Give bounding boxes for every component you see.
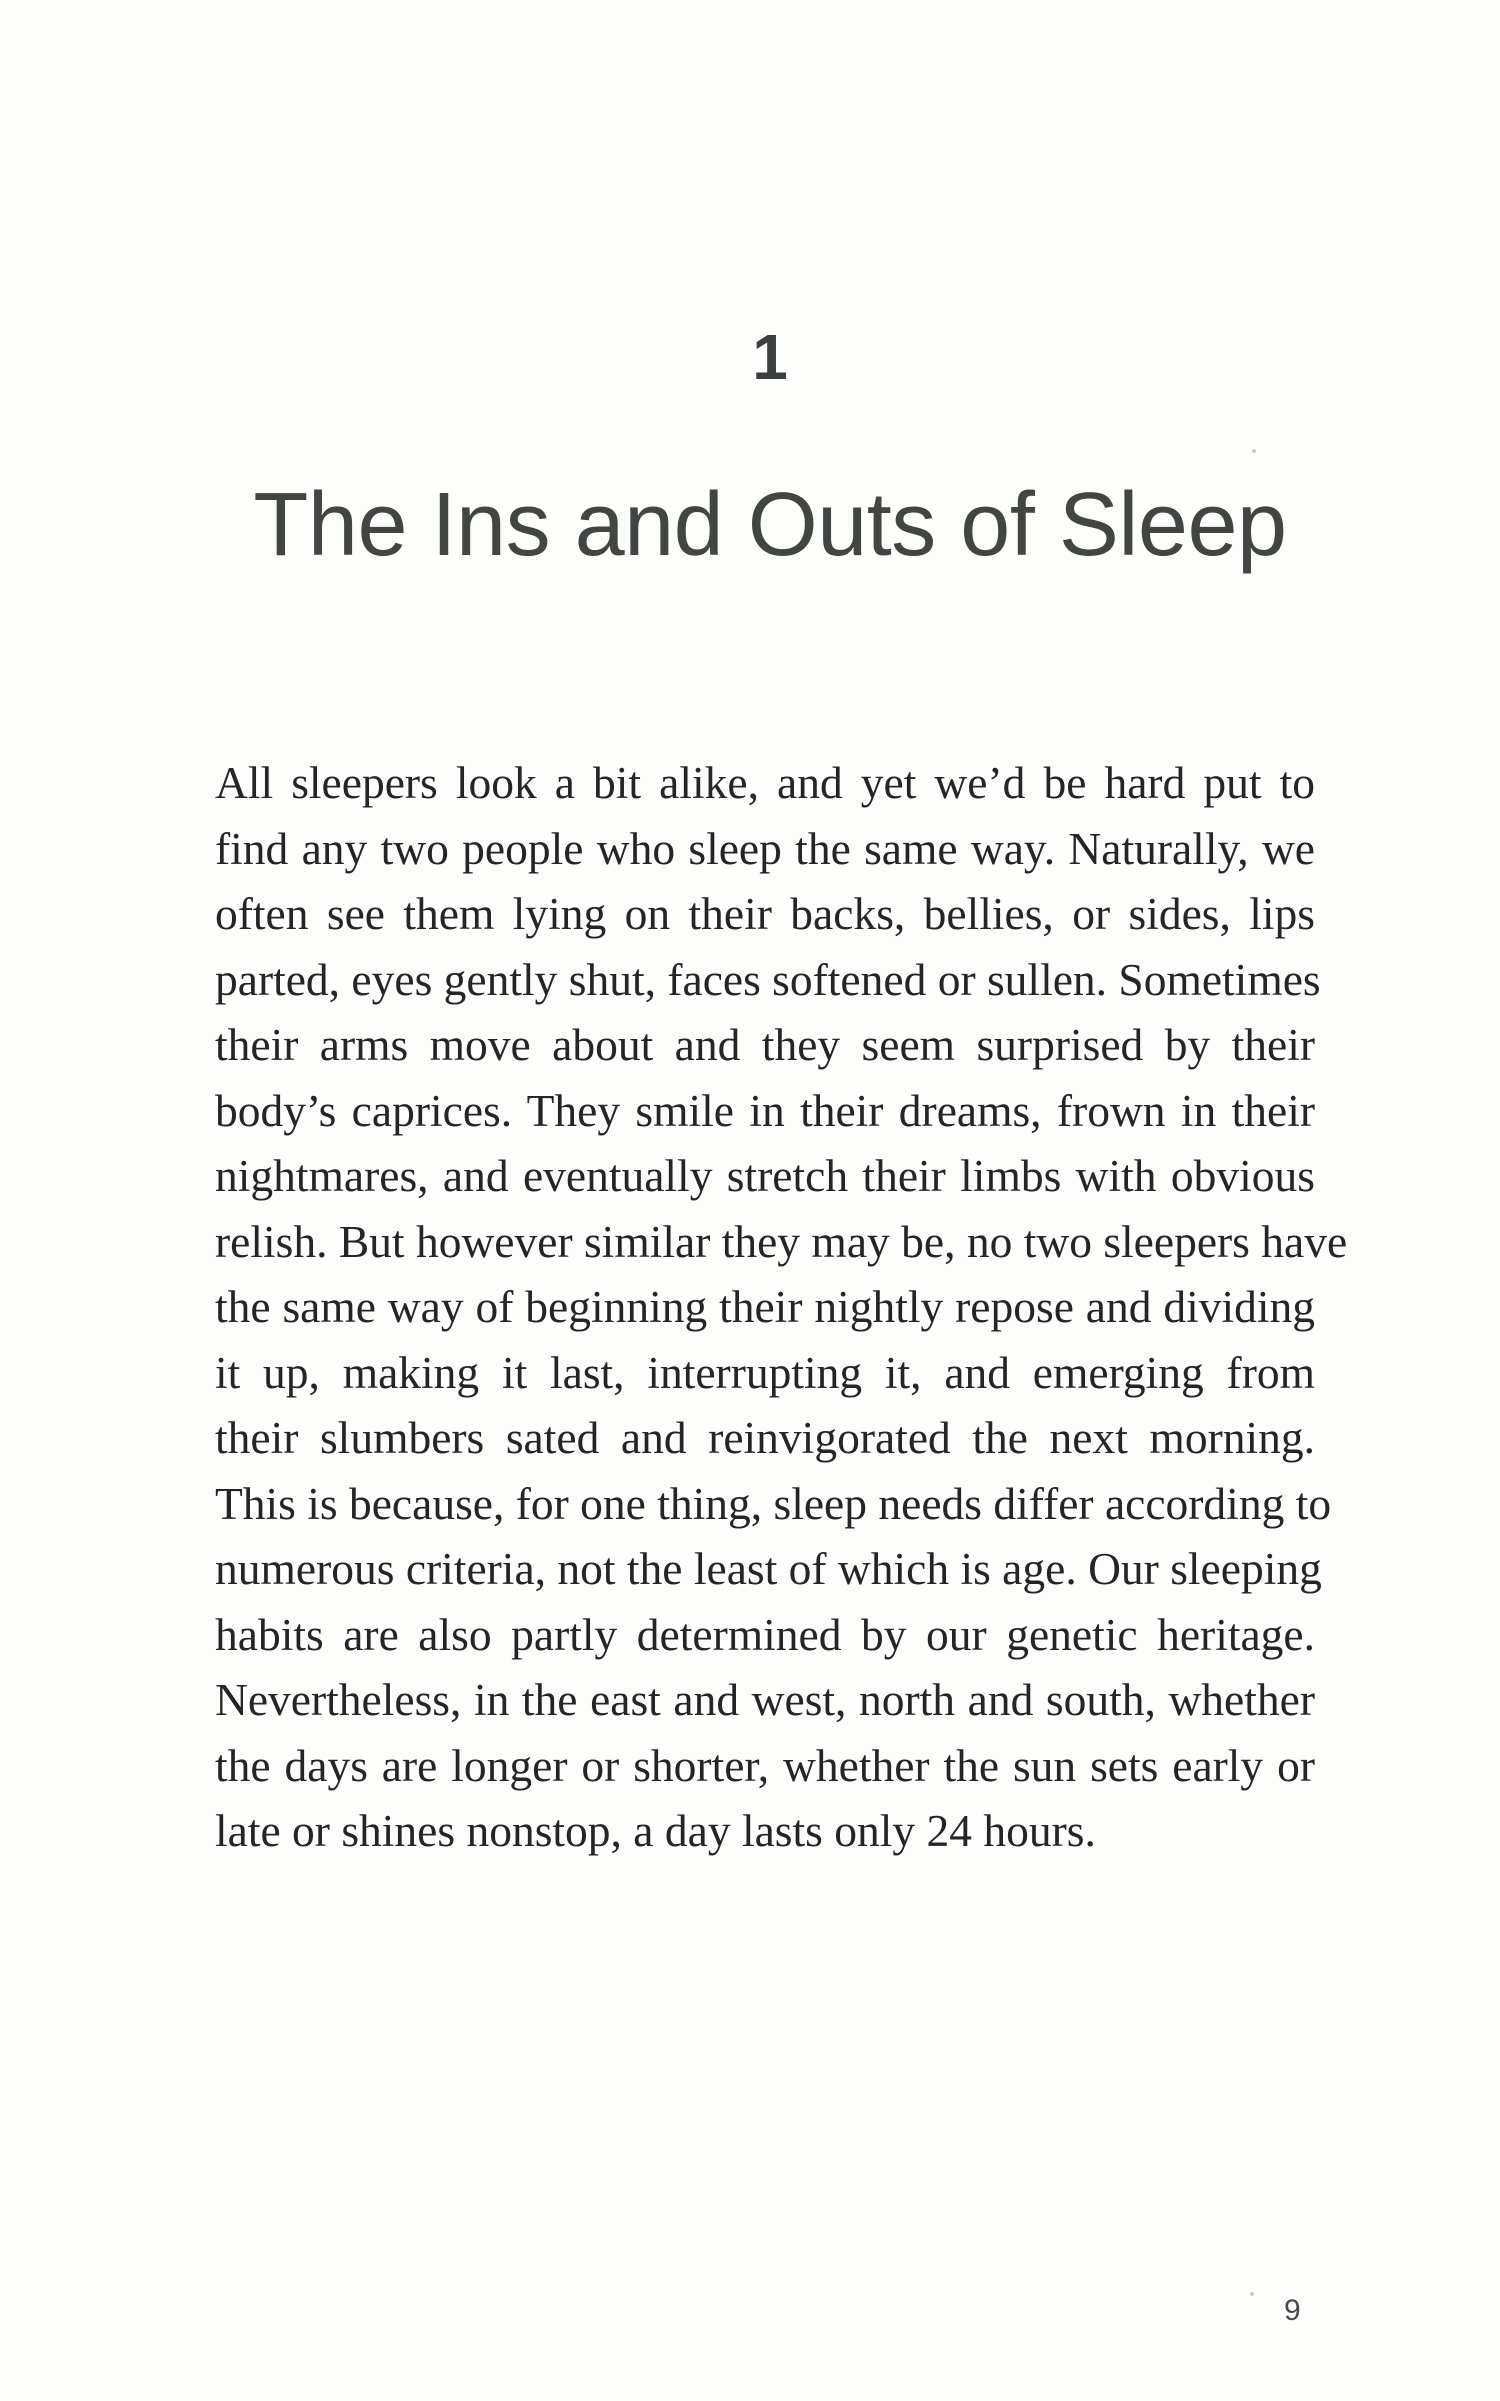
paper-speck [1250,2292,1254,2296]
body-paragraph [215,750,1348,1864]
paragraph-line: it up, making it last, interrupting it, and emerging from [215,1346,1315,1398]
paragraph-line: late or shines nonstop, a day lasts only 24 hours. [215,1805,1096,1856]
paragraph-line: All sleepers look a bit alike, and yet we’d be hard put to [215,757,1315,808]
paragraph-line: body’s caprices. They smile in their dreams, frown in their [215,1084,1315,1136]
paragraph-line: their slumbers sated and reinvigorated the next morning. [215,1412,1315,1463]
chapter-number: 1 [752,321,788,393]
paragraph-line: habits are also partly determined by our genetic heritage. [215,1608,1315,1660]
paragraph-line: relish. But however similar they may be, no two sleepers have [215,1215,1348,1267]
paragraph-line: find any two people who sleep the same way. Naturally, we [215,822,1315,874]
chapter-title: The Ins and Outs of Sleep [253,475,1287,575]
paragraph-line: Nevertheless, in the east and west, north and south, whether [215,1674,1315,1725]
paragraph-line: numerous criteria, not the least of which is age. Our sleeping [215,1543,1322,1594]
paper-speck [1252,449,1256,453]
paragraph-line: nightmares, and eventually stretch their limbs with obvious [215,1150,1315,1201]
paragraph-line: This is because, for one thing, sleep needs differ according to [215,1477,1332,1529]
paragraph-line: often see them lying on their backs, bellies, or sides, lips [215,888,1315,939]
paragraph-line: their arms move about and they seem surprised by their [215,1019,1315,1070]
paragraph-line: parted, eyes gently shut, faces softened or sullen. Sometimes [215,953,1321,1005]
paragraph-line: the same way of beginning their nightly repose and dividing [215,1281,1315,1332]
paragraph-line: the days are longer or shorter, whether the sun sets early or [215,1739,1315,1791]
page-number: 9 [1284,2294,1301,2327]
